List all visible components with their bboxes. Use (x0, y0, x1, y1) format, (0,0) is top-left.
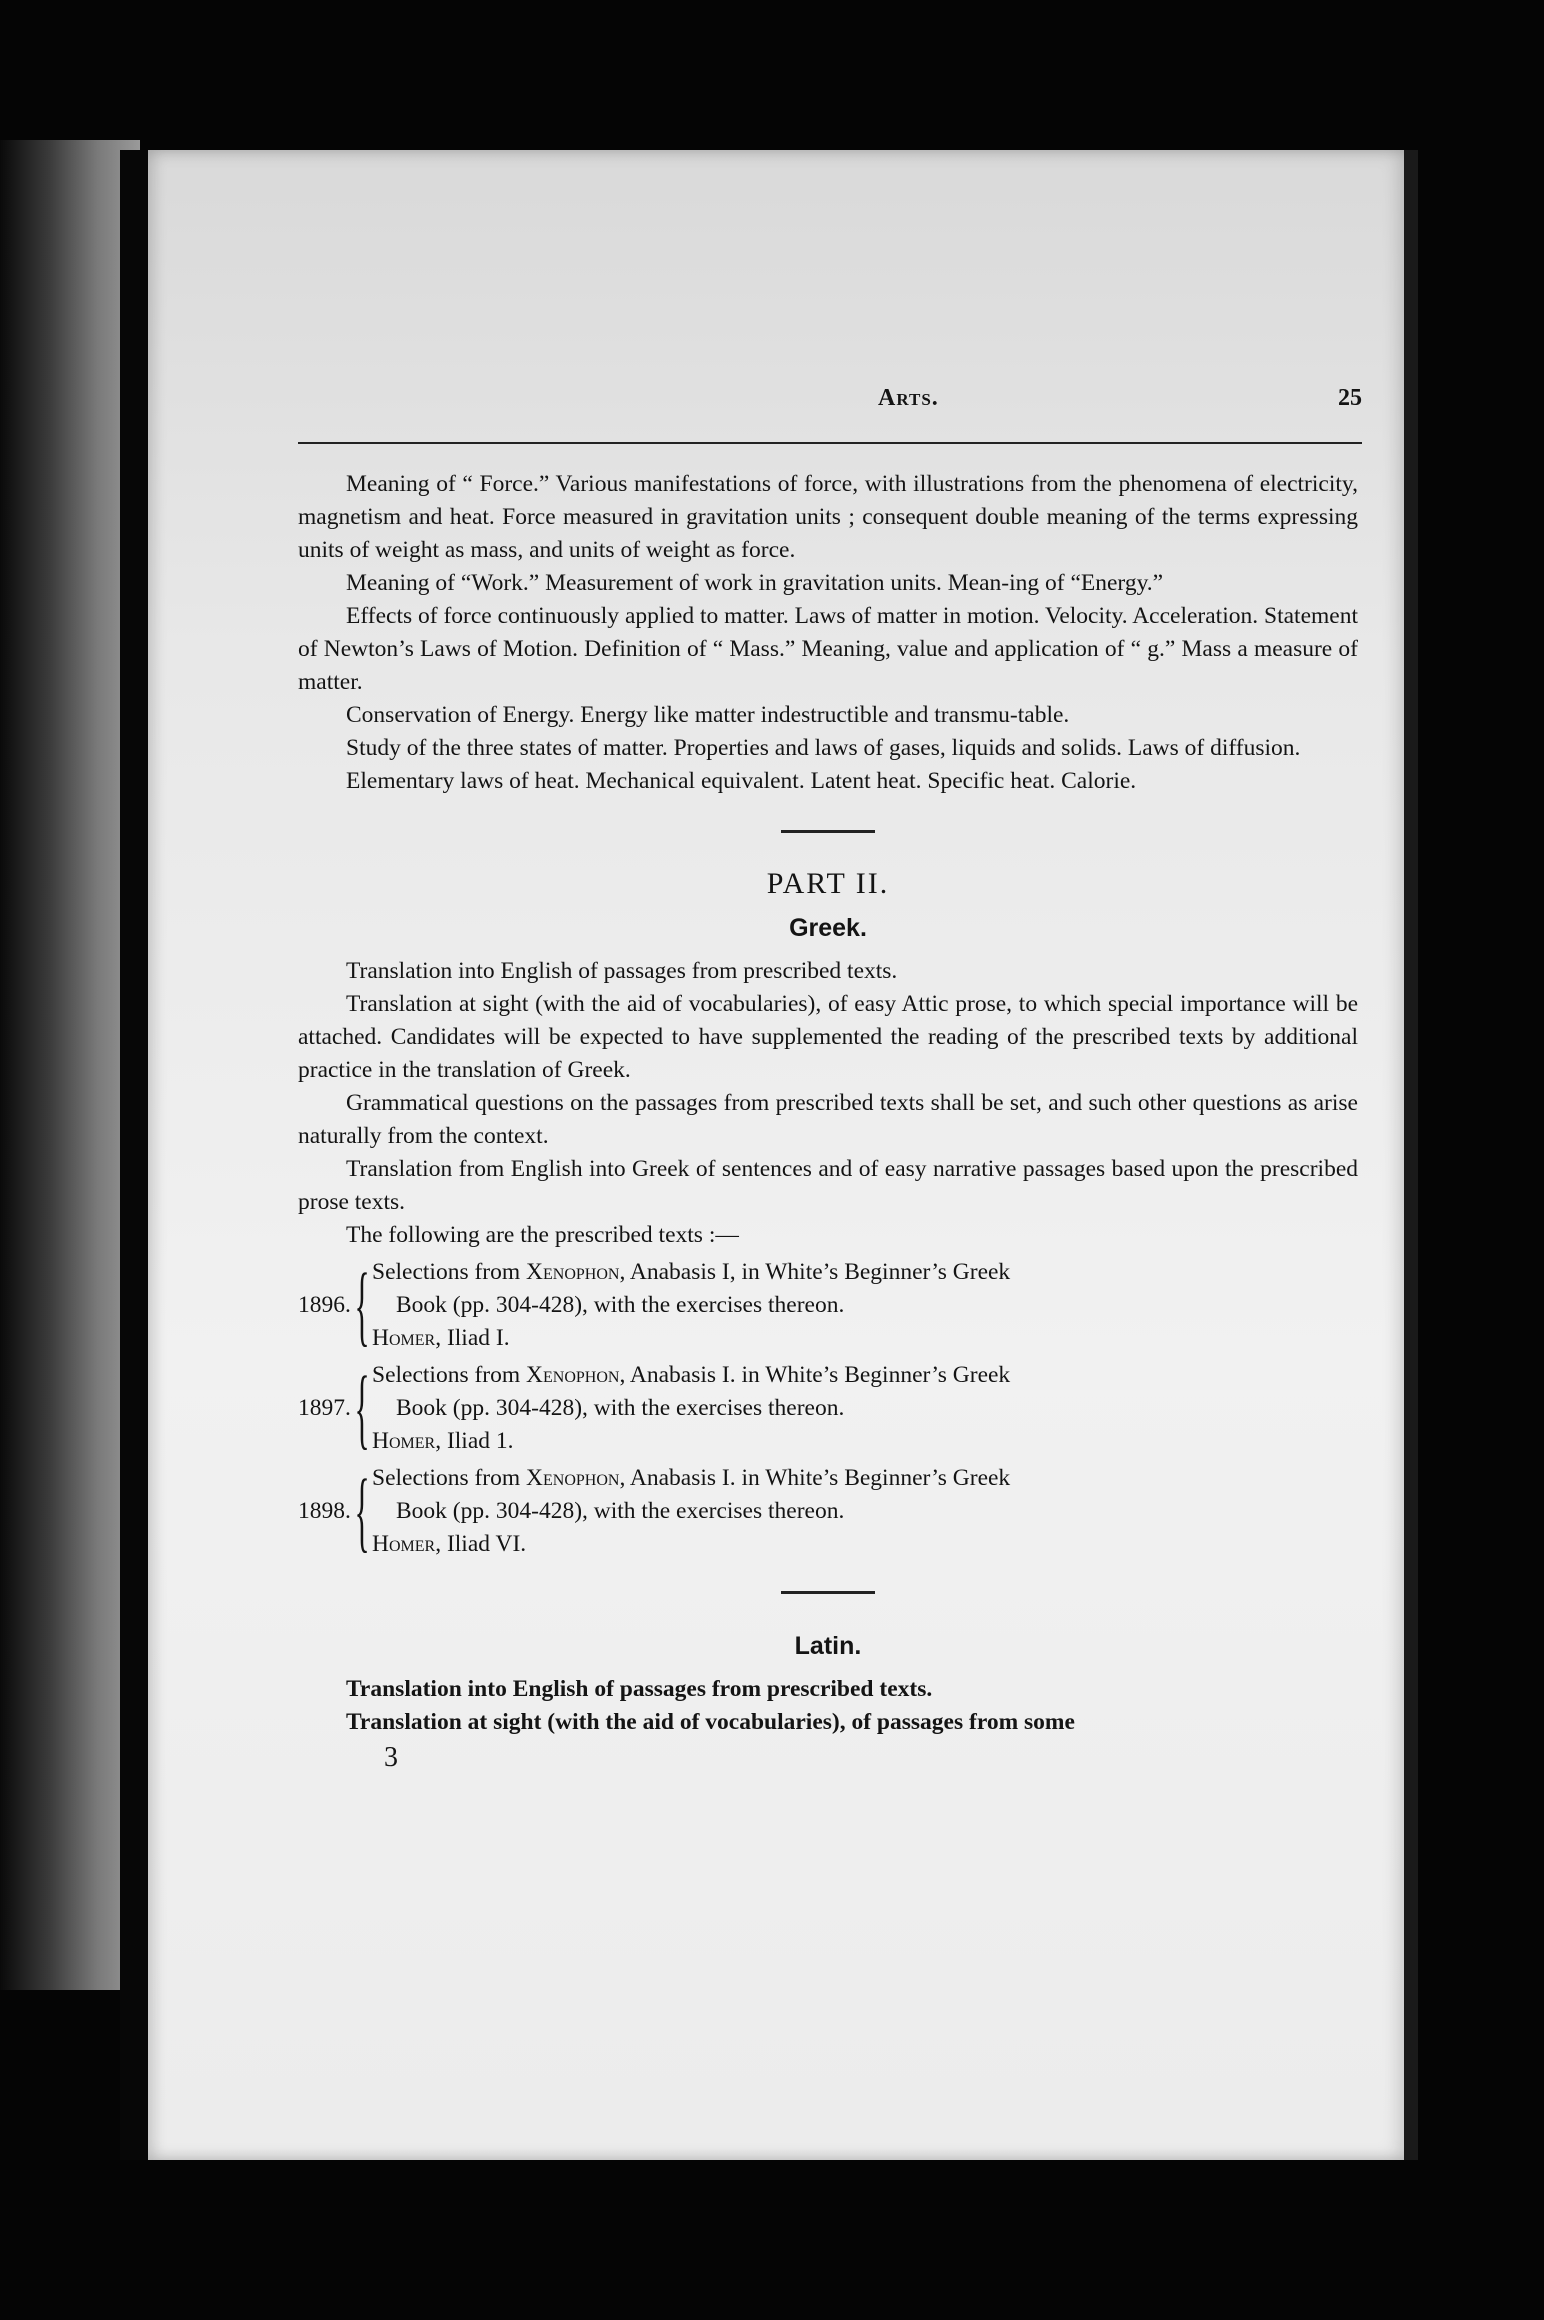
latin-heading: Latin. (794, 1632, 862, 1660)
signature-mark: 3 (384, 1742, 398, 1773)
author-name: Homer (372, 1325, 436, 1351)
page-number: 25 (1338, 385, 1362, 411)
binding-shadow (120, 150, 148, 2160)
section-divider (781, 1591, 875, 1594)
author-name: Xenophon (526, 1259, 620, 1285)
year-label: 1898. (298, 1498, 351, 1524)
author-name: Xenophon (526, 1465, 620, 1491)
paragraph-heat: Elementary laws of heat. Mechanical equivalent. Latent heat. Specific heat. Calorie. (346, 768, 1137, 794)
author-name: Homer (372, 1531, 436, 1557)
text-fragment: , Iliad 1. (435, 1428, 514, 1454)
page-sheet (148, 150, 1410, 2160)
text-line: Book (pp. 304-428), with the exercises thereon. (396, 1292, 845, 1318)
year-texts (372, 1462, 1358, 1561)
greek-paragraph-translation: Translation into English of passages from prescribed texts. (346, 958, 898, 984)
header-rule (298, 442, 1362, 444)
text-fragment: , Anabasis I. in White’s Beginner’s Greek (619, 1465, 1011, 1491)
text-line: Book (pp. 304-428), with the exercises thereon. (396, 1498, 845, 1524)
greek-paragraph-prescribed: The following are the prescribed texts :— (346, 1222, 739, 1248)
brace-icon: { (354, 1255, 370, 1355)
facing-page-edge (0, 140, 140, 1990)
text-fragment: Selections from (372, 1465, 527, 1491)
part-heading: PART II. (766, 867, 890, 900)
year-texts (372, 1256, 1358, 1355)
text-fragment: Selections from (372, 1259, 527, 1285)
page-right-edge (1404, 150, 1418, 2160)
paragraph-work: Meaning of “Work.” Measurement of work in gravitation units. Mean-ing of “Energy.” (346, 570, 1164, 596)
author-name: Homer (372, 1428, 436, 1454)
greek-paragraph-sight: Translation at sight (with the aid of vocabularies), of easy Attic prose, to which special importance will be attached. Candidates will be expected to have supplemented the reading of the prescribed texts by additional practice in the translation of Greek. (298, 991, 1358, 1083)
greek-heading: Greek. (789, 914, 867, 942)
year-entry-1898 (298, 1462, 1358, 1561)
text-fragment: , Anabasis I. in White’s Beginner’s Greek (619, 1362, 1011, 1388)
year-label: 1897. (298, 1395, 351, 1421)
text-line: Book (pp. 304-428), with the exercises thereon. (396, 1395, 845, 1421)
year-texts (372, 1359, 1358, 1458)
year-label: 1896. (298, 1292, 351, 1318)
year-entry-1896 (298, 1256, 1358, 1355)
running-head: Arts. (878, 385, 939, 411)
text-fragment: , Iliad I. (435, 1325, 510, 1351)
brace-icon: { (354, 1461, 370, 1561)
year-entry-1897 (298, 1359, 1358, 1458)
paragraph-states-of-matter: Study of the three states of matter. Properties and laws of gases, liquids and solids. Laws of diffusion. (346, 735, 1301, 761)
body-text (298, 468, 1358, 1774)
author-name: Xenophon (526, 1362, 620, 1388)
brace-icon: { (354, 1358, 370, 1458)
text-fragment: , Anabasis I, in White’s Beginner’s Greek (619, 1259, 1011, 1285)
page-header (298, 382, 1362, 422)
latin-paragraph-sight: Translation at sight (with the aid of vocabularies), of passages from some (346, 1709, 1075, 1735)
paragraph-energy: Conservation of Energy. Energy like matter indestructible and transmu-table. (346, 702, 1070, 728)
greek-paragraph-grammar: Grammatical questions on the passages from prescribed texts shall be set, and such other questions as arise naturally from the context. (298, 1090, 1358, 1149)
text-fragment: Selections from (372, 1362, 527, 1388)
text-fragment: , Iliad VI. (435, 1531, 527, 1557)
paragraph-motion: Effects of force continuously applied to matter. Laws of matter in motion. Velocity. Acceleration. Statement of Newton’s Laws of Motion. Definition of “ Mass.” Meaning, value and application of “ g.” Mass a measure of matter. (298, 603, 1358, 695)
section-divider (781, 830, 875, 833)
paragraph-force: Meaning of “ Force.” Various manifestations of force, with illustrations from the phenomena of electricity, magnetism and heat. Force measured in gravitation units ; consequent double meaning of the terms expressing units of weight as mass, and units of weight as force. (298, 471, 1358, 563)
greek-paragraph-composition: Translation from English into Greek of sentences and of easy narrative passages based upon the prescribed prose texts. (298, 1156, 1358, 1215)
latin-paragraph-translation: Translation into English of passages from prescribed texts. (346, 1676, 933, 1702)
